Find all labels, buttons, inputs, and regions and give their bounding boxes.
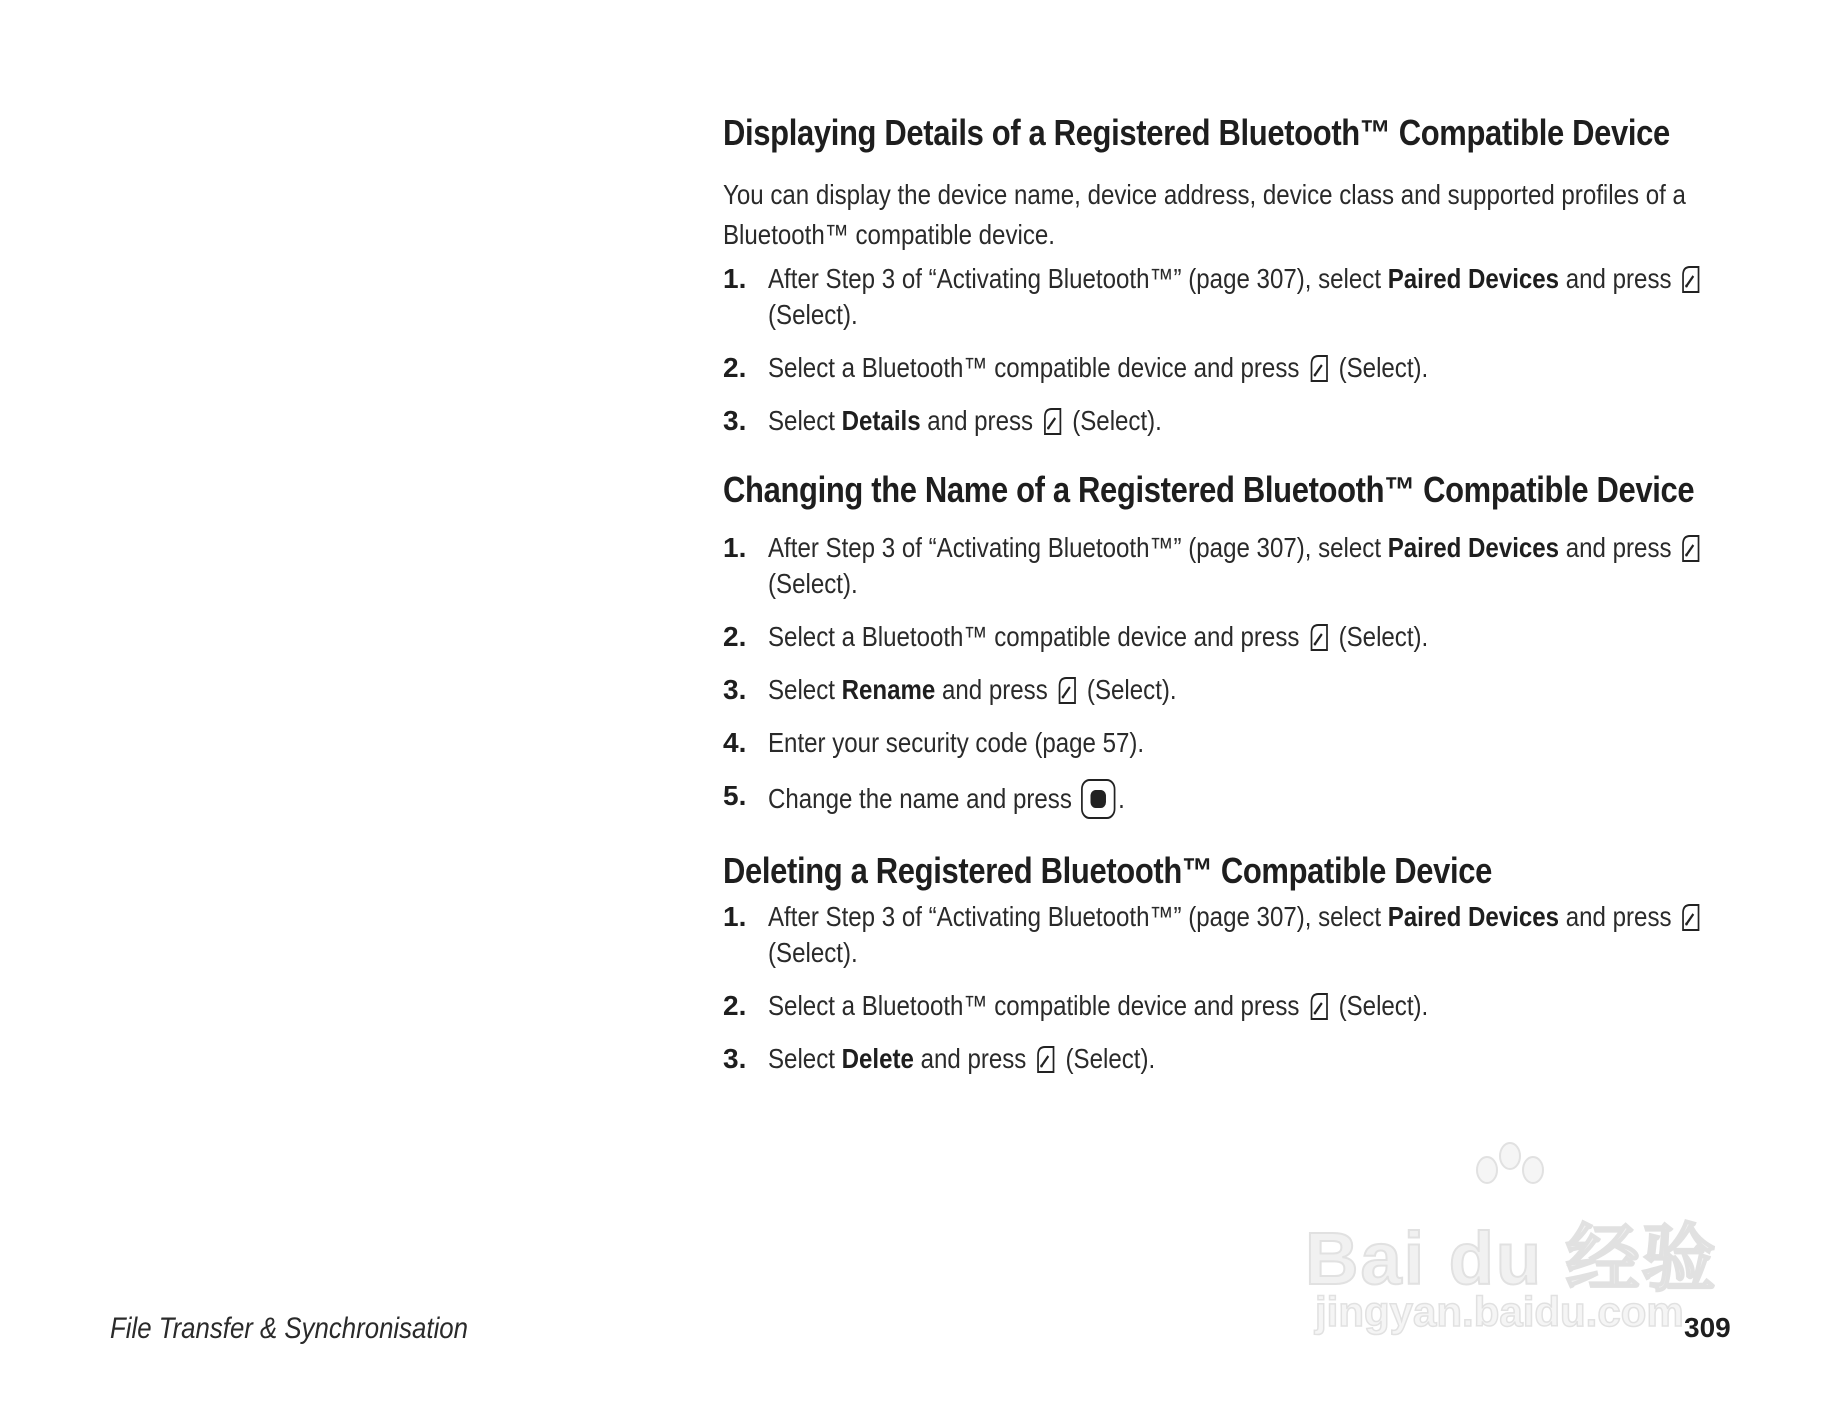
section-title: Displaying Details of a Registered Bluetooth™ Compatible Device [723,112,1670,153]
pencil-key-icon [1041,406,1063,436]
page-number: 309 [1684,1312,1731,1343]
step-number: 2. [723,990,747,1021]
section-intro: You can display the device name, device address, device class and supported profiles of a Bluetooth™ compatible device. [723,179,1686,250]
page-content [723,108,1733,1094]
pencil-key-icon [1680,264,1702,294]
steps-list [723,261,1733,439]
watermark-url: jingyan.baidu.com [1315,1288,1684,1335]
section-deleting [723,846,1733,1077]
footer-chapter: File Transfer & Synchronisation [110,1312,469,1345]
step-number: 1. [723,263,747,294]
step-number: 1. [723,532,747,563]
center-key-icon [1080,778,1116,820]
step-item: 2. Select a Bluetooth™ compatible device and press (Select). [723,619,1733,655]
step-item: 4. Enter your security code (page 57). [723,725,1733,761]
step-number: 3. [723,405,747,436]
pencil-key-icon [1680,533,1702,563]
step-number: 3. [723,1043,747,1074]
step-item: 5. Change the name and press . [723,778,1733,820]
steps-list [723,530,1733,820]
step-number: 4. [723,727,747,758]
pencil-key-icon [1680,902,1702,932]
pencil-key-icon [1308,622,1330,652]
step-item: 1. After Step 3 of “Activating Bluetooth™” (page 307), select Paired Devices and press (Select). [723,899,1733,971]
watermark-brand: Bai du 经验 [1305,1217,1718,1300]
step-number: 1. [723,901,747,932]
step-item: 3. Select Details and press (Select). [723,403,1733,439]
step-number: 2. [723,352,747,383]
step-item: 1. After Step 3 of “Activating Bluetooth™” (page 307), select Paired Devices and press (Select). [723,261,1733,333]
step-number: 3. [723,674,747,705]
step-item: 2. Select a Bluetooth™ compatible device and press (Select). [723,350,1733,386]
step-item: 2. Select a Bluetooth™ compatible device and press (Select). [723,988,1733,1024]
pencil-key-icon [1308,353,1330,383]
pencil-key-icon [1056,675,1078,705]
pencil-key-icon [1035,1044,1057,1074]
section-displaying-details [723,108,1733,439]
section-changing-name [723,465,1733,820]
step-number: 2. [723,621,747,652]
steps-list [723,899,1733,1077]
section-title: Changing the Name of a Registered Bluetooth™ Compatible Device [723,469,1695,510]
step-item: 3. Select Delete and press (Select). [723,1041,1733,1077]
baidu-watermark [1305,1140,1735,1350]
step-item: 1. After Step 3 of “Activating Bluetooth™” (page 307), select Paired Devices and press (Select). [723,530,1733,602]
section-title: Deleting a Registered Bluetooth™ Compatible Device [723,850,1492,891]
pencil-key-icon [1308,991,1330,1021]
step-number: 5. [723,780,747,811]
step-item: 3. Select Rename and press (Select). [723,672,1733,708]
